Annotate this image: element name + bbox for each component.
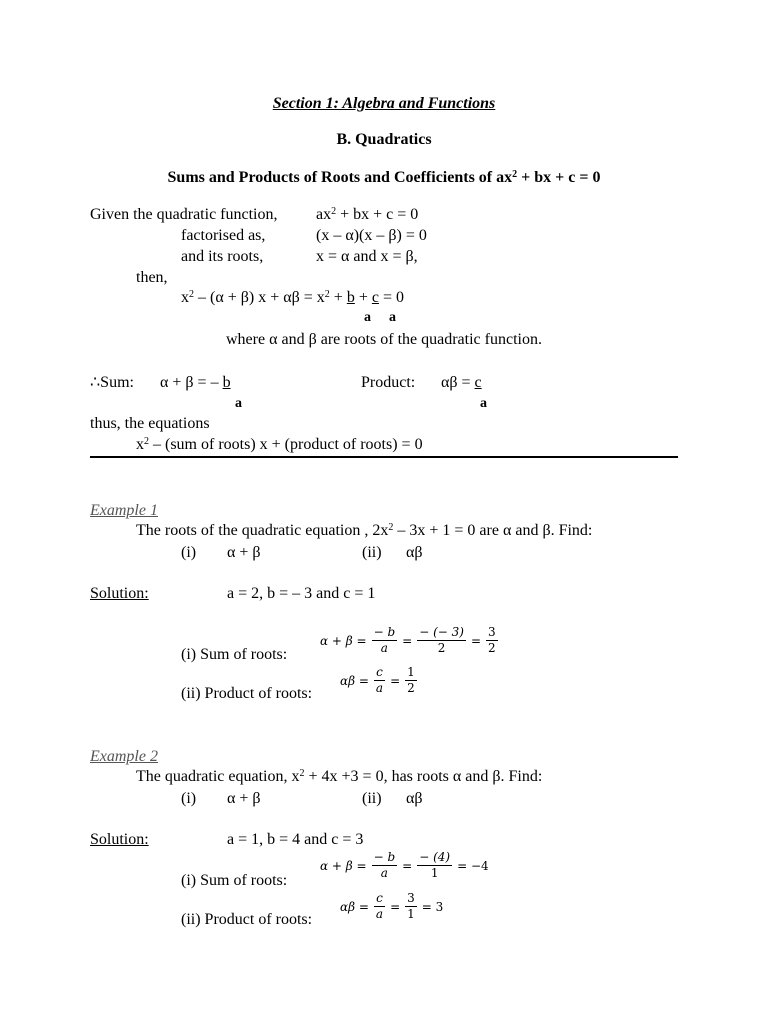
- general-equation: $x^2 - (sum$ of roots) x + (product of roots) = 0: [136, 436, 423, 453]
- sum-denominator: a: [235, 396, 242, 411]
- product-label: Product:: [361, 374, 416, 391]
- expanded-equation: $x^2 - (\alpha + \beta) x + \alpha\beta = x^2 + b + c = 0$: [181, 289, 404, 306]
- divider: [90, 456, 678, 458]
- factorised-equation: (x – α)(x – β) = 0: [316, 227, 427, 244]
- part-label: (i): [181, 544, 197, 561]
- part-expression: α + β: [227, 544, 261, 561]
- product-of-roots-label: (ii) Product of roots:: [181, 685, 313, 702]
- sum-formula: α + β = – b: [160, 374, 231, 391]
- page-title: Sums and Products of Roots and Coefficients of $ax^2$ + bx + c = 0: [167, 169, 601, 186]
- part-expression: αβ: [406, 790, 423, 807]
- example-heading: Example 1: [90, 502, 158, 519]
- example-question: The roots of the quadratic equation , $2x^2 - 3x + 1 = 0$ are α and β. Find:: [136, 522, 593, 539]
- coefficients: a = 1, b = 4 and c = 3: [227, 831, 364, 848]
- product-of-roots-label: (ii) Product of roots:: [181, 911, 313, 928]
- roots-label: and its roots,: [181, 248, 264, 265]
- given-equation: $ax^2$ + bx + c = 0: [316, 206, 419, 223]
- solution-label: Solution:: [90, 585, 149, 602]
- part-expression: αβ: [406, 544, 423, 561]
- product-of-roots-formula: αβ = $\frac{c}{a}$ = $\frac{3}{1}$ = 3: [340, 891, 444, 922]
- denominator-a: a: [389, 310, 396, 325]
- given-label: Given the quadratic function,: [90, 206, 278, 223]
- sum-of-roots-label: (i) Sum of roots:: [181, 646, 288, 663]
- example-question: The quadratic equation, $x^2 + 4x +3 = 0$, has roots α and β. Find:: [136, 768, 543, 785]
- sum-of-roots-label: (i) Sum of roots:: [181, 872, 288, 889]
- denominator-a: a: [364, 310, 371, 325]
- thus-label: thus, the equations: [90, 415, 210, 432]
- sum-label: ∴Sum:: [90, 374, 134, 391]
- coefficients: a = 2, b = – 3 and c = 1: [227, 585, 376, 602]
- part-label: (ii): [362, 790, 382, 807]
- sum-of-roots-formula: α + β = $\frac{- b}{a}$ = $\frac{- (- 3)}{2}$ = $\frac{3}{2}$: [320, 625, 496, 656]
- part-label: (i): [181, 790, 197, 807]
- part-label: (ii): [362, 544, 382, 561]
- sum-of-roots-formula: α + β = $\frac{- b}{a}$ = $\frac{- (4)}{1}$ = −4: [320, 850, 489, 881]
- roots-equation: x = α and x = β,: [316, 248, 418, 265]
- product-formula: αβ = c: [441, 374, 482, 391]
- then-label: then,: [136, 269, 168, 286]
- subsection-title: B. Quadratics: [336, 131, 432, 148]
- solution-label: Solution:: [90, 831, 149, 848]
- example-heading: Example 2: [90, 748, 158, 765]
- product-of-roots-formula: αβ = $\frac{c}{a}$ = $\frac{1}{2}$: [340, 665, 415, 696]
- factorised-label: factorised as,: [181, 227, 266, 244]
- product-denominator: a: [480, 396, 487, 411]
- section-title: Section 1: Algebra and Functions: [272, 95, 496, 112]
- part-expression: α + β: [227, 790, 261, 807]
- where-statement: where α and β are roots of the quadratic function.: [226, 331, 542, 348]
